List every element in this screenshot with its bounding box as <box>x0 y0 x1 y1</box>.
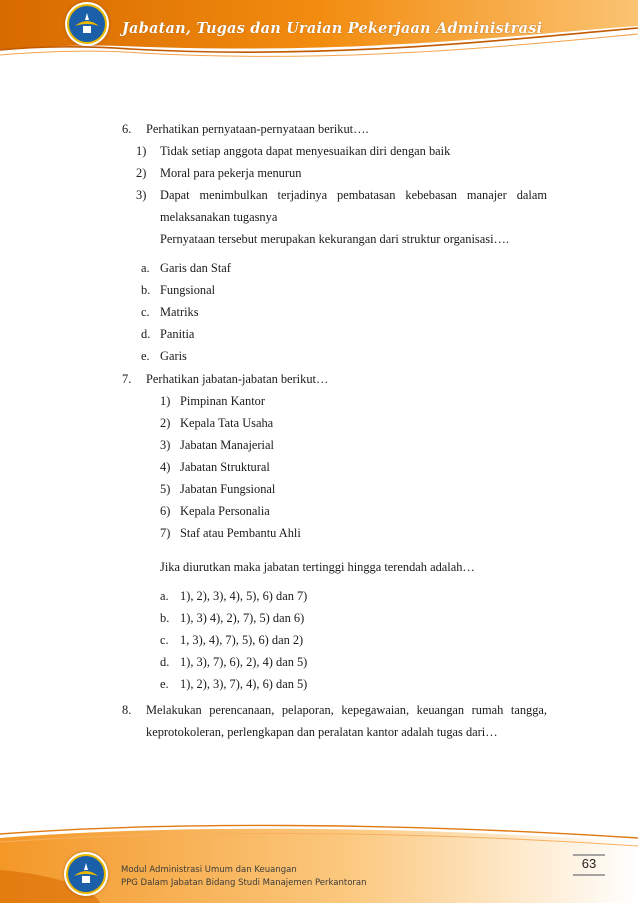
q7-option-e-letter: e. <box>160 677 169 691</box>
footer-module-title: Modul Administrasi Umum dan Keuangan <box>121 865 297 875</box>
q7-item-6-number: 6) <box>160 504 171 518</box>
q7-item-4-number: 4) <box>160 460 171 474</box>
q6-option-b: Fungsional <box>160 283 216 297</box>
tut-wuri-handayani-logo <box>64 852 108 896</box>
q7-number: 7. <box>122 372 132 386</box>
q7-item-1-number: 1) <box>160 394 171 408</box>
q7-item-6: Kepala Personalia <box>180 504 270 518</box>
q6-statement-3: Dapat menimbulkan terjadinya pembatasan kebebasan manajer dalam <box>160 188 547 202</box>
q6-option-b-letter: b. <box>141 283 151 297</box>
q7-item-7-number: 7) <box>160 526 171 540</box>
q6-prompt: Perhatikan pernyataan-pernyataan berikut…. <box>146 122 369 136</box>
q7-item-5-number: 5) <box>160 482 171 496</box>
q8-line-2: keprotokoleran, perlengkapan dan peralatan kantor adalah tugas dari… <box>146 725 498 739</box>
q7-item-4: Jabatan Struktural <box>180 460 270 474</box>
q6-option-e: Garis <box>160 349 187 363</box>
q6-statement-1: Tidak setiap anggota dapat menyesuaikan diri dengan baik <box>160 144 451 158</box>
q7-option-e: 1), 2), 3), 7), 4), 6) dan 5) <box>180 677 308 691</box>
q6-option-e-letter: e. <box>141 349 150 363</box>
q7-item-1: Pimpinan Kantor <box>180 394 266 408</box>
q7-option-c: 1, 3), 4), 7), 5), 6) dan 2) <box>180 633 304 647</box>
q6-number: 6. <box>122 122 132 136</box>
q7-item-7: Staf atau Pembantu Ahli <box>180 526 301 540</box>
q7-item-2: Kepala Tata Usaha <box>180 416 274 430</box>
q8-number: 8. <box>122 703 132 717</box>
q7-question: Jika diurutkan maka jabatan tertinggi hingga terendah adalah… <box>160 560 475 574</box>
q7-option-d-letter: d. <box>160 655 170 669</box>
q6-statement-2: Moral para pekerja menurun <box>160 166 302 180</box>
q6-statement-2-number: 2) <box>136 166 147 180</box>
q6-option-d: Panitia <box>160 327 195 341</box>
q7-option-c-letter: c. <box>160 633 169 647</box>
q7-option-a: 1), 2), 3), 4), 5), 6) dan 7) <box>180 589 308 603</box>
q8-line-1: Melakukan perencanaan, pelaporan, kepegawaian, keuangan rumah tangga, <box>146 703 547 717</box>
q6-option-d-letter: d. <box>141 327 151 341</box>
page-number: 63 <box>581 856 597 871</box>
q6-question: Pernyataan tersebut merupakan kekurangan dari struktur organisasi…. <box>160 232 510 246</box>
q6-option-a-letter: a. <box>141 261 150 275</box>
q6-statement-1-number: 1) <box>136 144 147 158</box>
q7-item-5: Jabatan Fungsional <box>180 482 276 496</box>
q7-item-2-number: 2) <box>160 416 171 430</box>
q6-option-c: Matriks <box>160 305 199 319</box>
q7-item-3-number: 3) <box>160 438 171 452</box>
q7-prompt: Perhatikan jabatan-jabatan berikut… <box>146 372 329 386</box>
q6-statement-3-continued: melaksanakan tugasnya <box>160 210 278 224</box>
footer-program-title: PPG Dalam Jabatan Bidang Studi Manajemen Perkantoran <box>121 878 367 888</box>
q6-option-a: Garis dan Staf <box>160 261 231 275</box>
q7-option-b-letter: b. <box>160 611 170 625</box>
q7-item-3: Jabatan Manajerial <box>180 438 274 452</box>
q7-option-a-letter: a. <box>160 589 169 603</box>
header-title: Jabatan, Tugas dan Uraian Pekerjaan Administrasi <box>122 20 543 37</box>
q7-option-d: 1), 3), 7), 6), 2), 4) dan 5) <box>180 655 308 669</box>
q7-option-b: 1), 3) 4), 2), 7), 5) dan 6) <box>180 611 305 625</box>
tut-wuri-handayani-logo <box>65 2 109 46</box>
q6-statement-3-number: 3) <box>136 188 147 202</box>
q6-option-c-letter: c. <box>141 305 150 319</box>
